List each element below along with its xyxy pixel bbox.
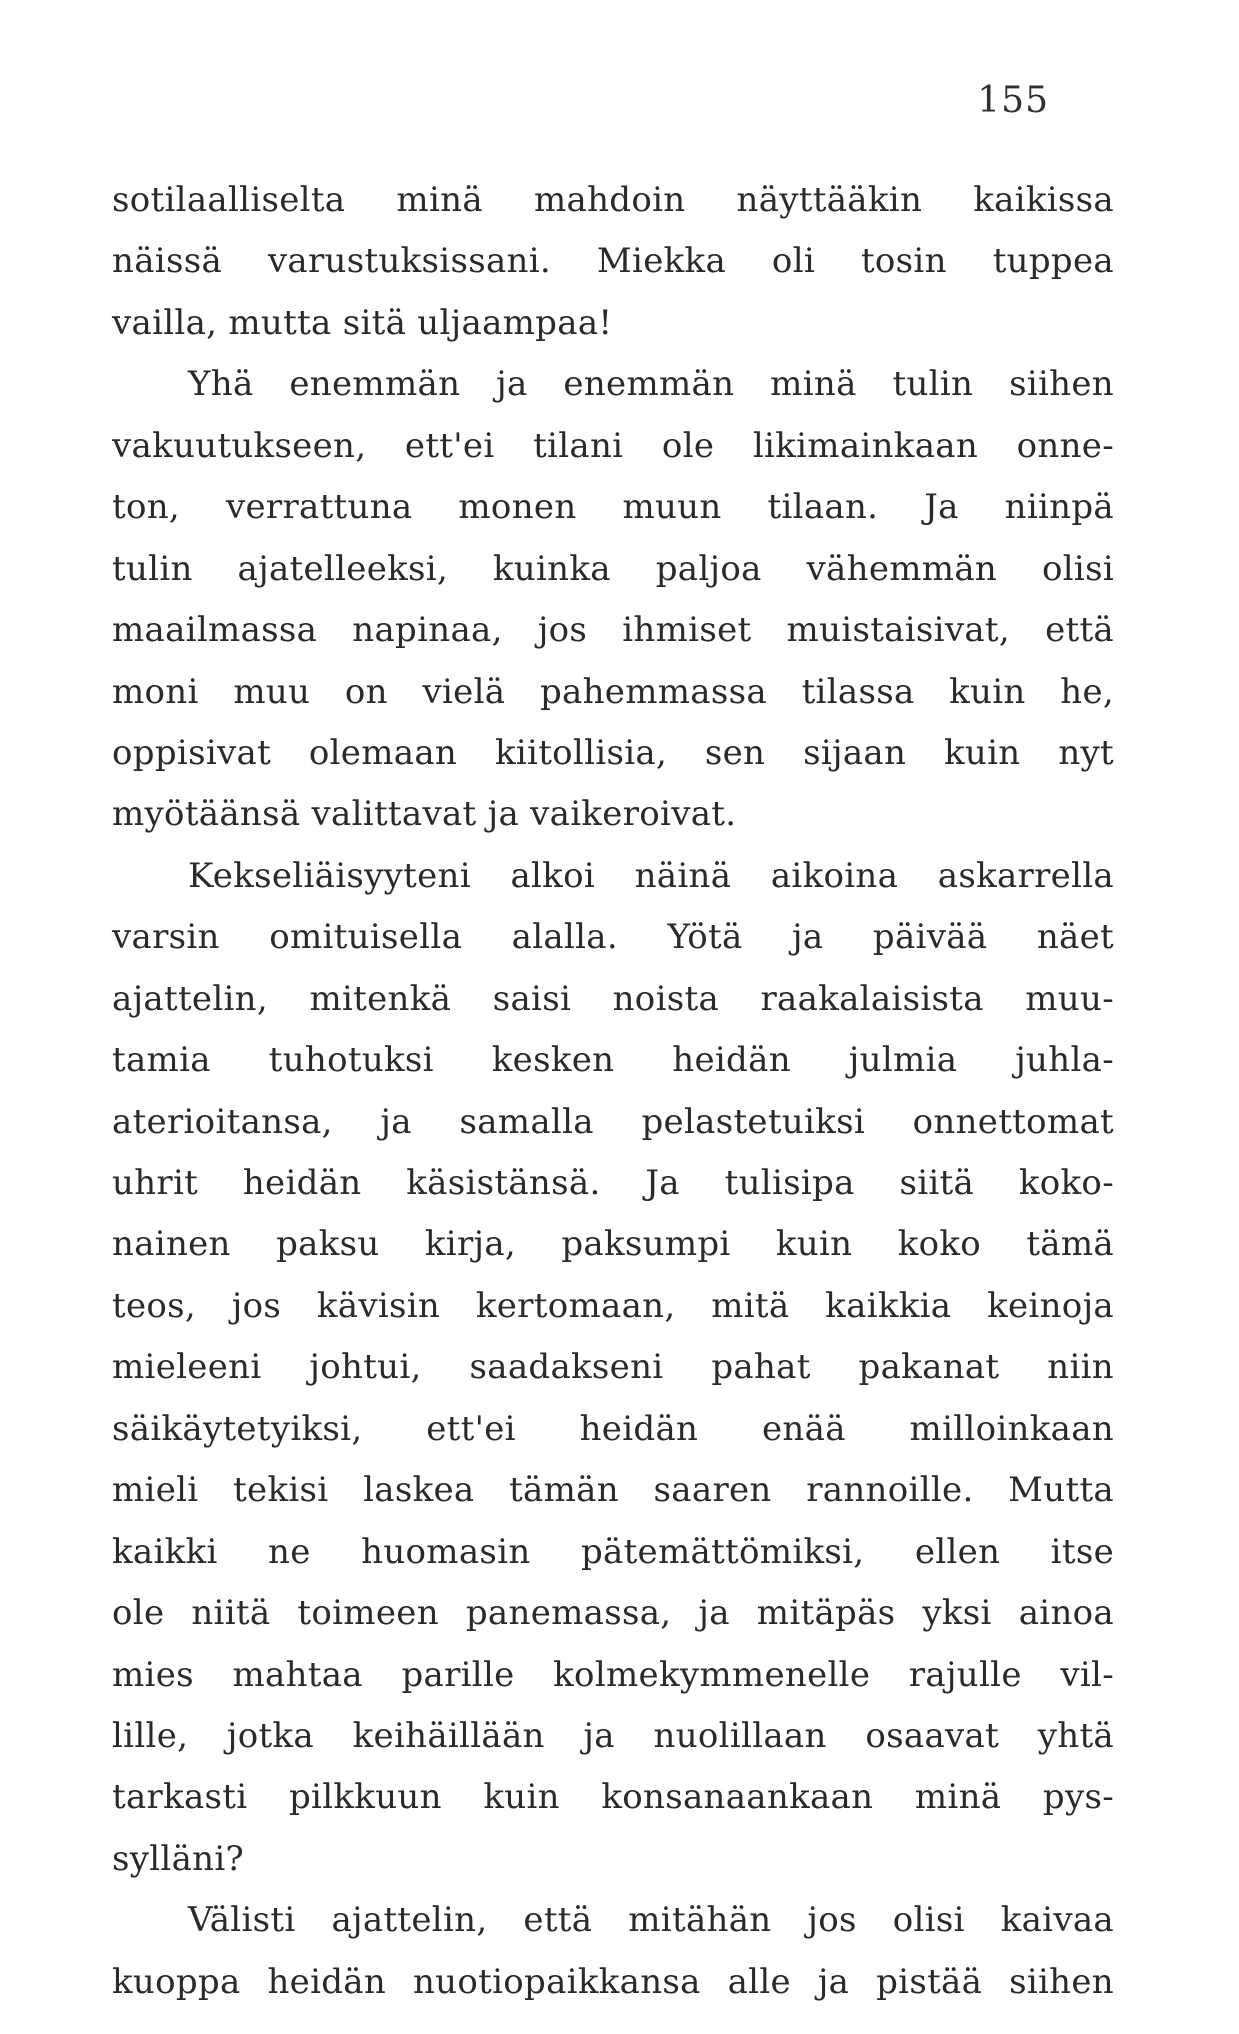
text-line: Yhä enemmän ja enemmän minä tulin siihen	[188, 364, 1114, 405]
text-line: ajattelin, mitenkä saisi noista raakalaisista muu-	[112, 978, 1114, 1019]
text-line: uhrit heidän käsistänsä. Ja tulisipa siitä koko-	[112, 1163, 1114, 1203]
text-line: Kekseliäisyyteni alkoi näinä aikoina askarrella	[188, 855, 1114, 896]
text-line: vakuutukseen, ett'ei tilani ole likimainkaan onne-	[112, 425, 1114, 466]
text-line: moni muu on vielä pahemmassa tilassa kuin he,	[112, 671, 1114, 712]
text-line: aterioitansa, ja samalla pelastetuiksi onnettomat	[112, 1101, 1114, 1142]
text-line: nainen paksu kirja, paksumpi kuin koko tämä	[112, 1224, 1114, 1265]
text-line: ton, verrattuna monen muun tilaan. Ja niinpä	[112, 487, 1114, 528]
text-line: näissä varustuksissani. Miekka oli tosin tuppea	[112, 241, 1114, 282]
text-line: tulin ajatelleeksi, kuinka paljoa vähemmän olisi	[112, 548, 1114, 589]
body-text	[112, 170, 1114, 2013]
text-line: säikäytetyiksi, ett'ei heidän enää milloinkaan	[112, 1408, 1114, 1449]
text-line: mieli tekisi laskea tämän saaren rannoille. Mutta	[112, 1470, 1114, 1511]
page-number: 155	[977, 80, 1049, 121]
text-line: mies mahtaa parille kolmekymmenelle rajulle vil-	[112, 1654, 1114, 1695]
text-line: mieleeni johtui, saadakseni pahat pakanat niin	[112, 1347, 1114, 1388]
text-line: ole niitä toimeen panemassa, ja mitäpäs yksi ainoa	[112, 1593, 1114, 1634]
text-line: lille, jotka keihäillään ja nuolillaan osaavat yhtä	[112, 1715, 1114, 1756]
text-line: myötäänsä valittavat ja vaikeroivat.	[112, 794, 737, 835]
text-line: tarkasti pilkkuun kuin konsanaankaan minä pys-	[112, 1777, 1114, 1818]
text-line: varsin omituisella alalla. Yötä ja päivää näet	[112, 917, 1114, 958]
text-line: kuoppa heidän nuotiopaikkansa alle ja pistää siihen	[112, 1961, 1114, 2002]
text-line: oppisivat olemaan kiitollisia, sen sijaan kuin nyt	[112, 732, 1114, 773]
text-line: teos, jos kävisin kertomaan, mitä kaikkia keinoja	[112, 1285, 1114, 1326]
text-line: kaikki ne huomasin pätemättömiksi, ellen itse	[112, 1531, 1114, 1572]
text-line: vailla, mutta sitä uljaampaa!	[112, 302, 613, 343]
text-line: sotilaalliselta minä mahdoin näyttääkin kaikissa	[112, 180, 1114, 220]
text-line: tamia tuhotuksi kesken heidän julmia juhla-	[112, 1040, 1114, 1081]
text-line: Välisti ajattelin, että mitähän jos olisi kaivaa	[188, 1900, 1114, 1941]
text-line: sylläni?	[112, 1838, 245, 1879]
text-line: maailmassa napinaa, jos ihmiset muistaisivat, että	[112, 610, 1114, 651]
